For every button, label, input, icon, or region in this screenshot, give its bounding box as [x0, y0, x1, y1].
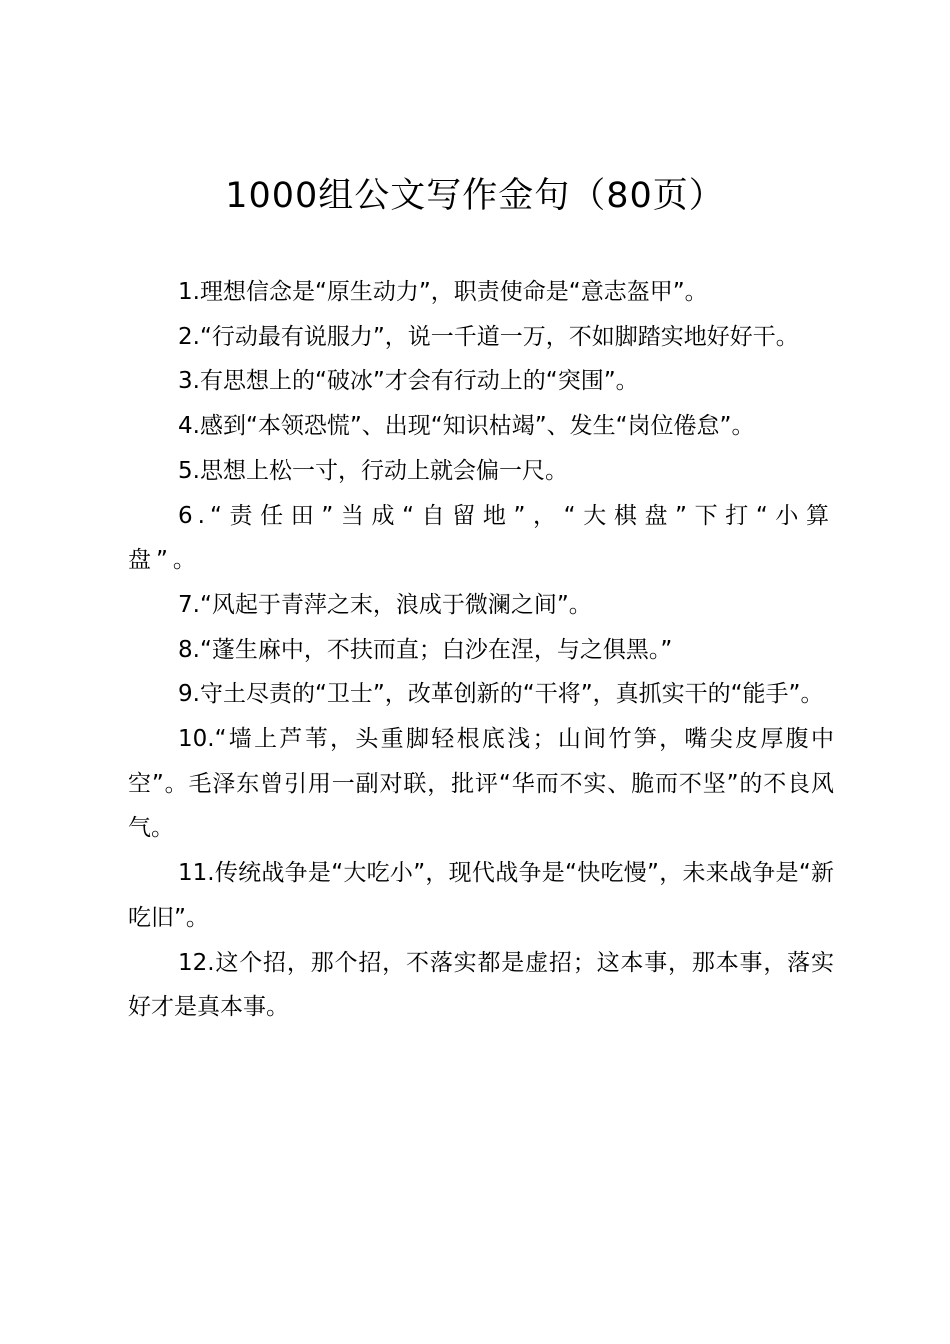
document-title: 1000组公文写作金句（80页） — [225, 176, 725, 216]
paragraph-1: 1.理想信念是“原生动力”，职责使命是“意志盔甲”。 — [178, 279, 708, 305]
paragraph-10: 10.“墙上芦苇，头重脚轻根底浅；山间竹笋，嘴尖皮厚腹中空”。毛泽东曾引用一副对联，批评“华而不实、脆而不坚”的不良风气。 — [128, 726, 834, 842]
paragraph-3: 3.有思想上的“破冰”才会有行动上的“突围”。 — [178, 368, 639, 395]
paragraph-8: 8.“蓬生麻中，不扶而直；白沙在涅，与之俱黑。” — [178, 636, 673, 663]
paragraph-5: 5.思想上松一寸，行动上就会偏一尺。 — [178, 457, 568, 484]
document-body — [128, 270, 834, 1030]
paragraph-12: 12.这个招，那个招，不落实都是虚招；这本事，那本事，落实好才是真本事。 — [128, 949, 834, 1021]
paragraph-7: 7.“风起于青萍之末，浪成于微澜之间”。 — [178, 591, 592, 618]
paragraph-11: 11.传统战争是“大吃小”，现代战争是“快吃慢”，未来战争是“新吃旧”。 — [128, 860, 834, 931]
paragraph-4: 4.感到“本领恐慌”、出现“知识枯竭”、发生“岗位倦怠”。 — [178, 413, 755, 440]
paragraph-9: 9.守土尽责的“卫士”，改革创新的“干将”，真抓实干的“能手”。 — [178, 681, 824, 708]
paragraph-2: 2.“行动最有说服力”，说一千道一万，不如脚踏实地好好干。 — [178, 323, 799, 350]
paragraph-6: 6.“责任田”当成“自留地”，“大棋盘”下打“小算盘”。 — [128, 502, 834, 574]
